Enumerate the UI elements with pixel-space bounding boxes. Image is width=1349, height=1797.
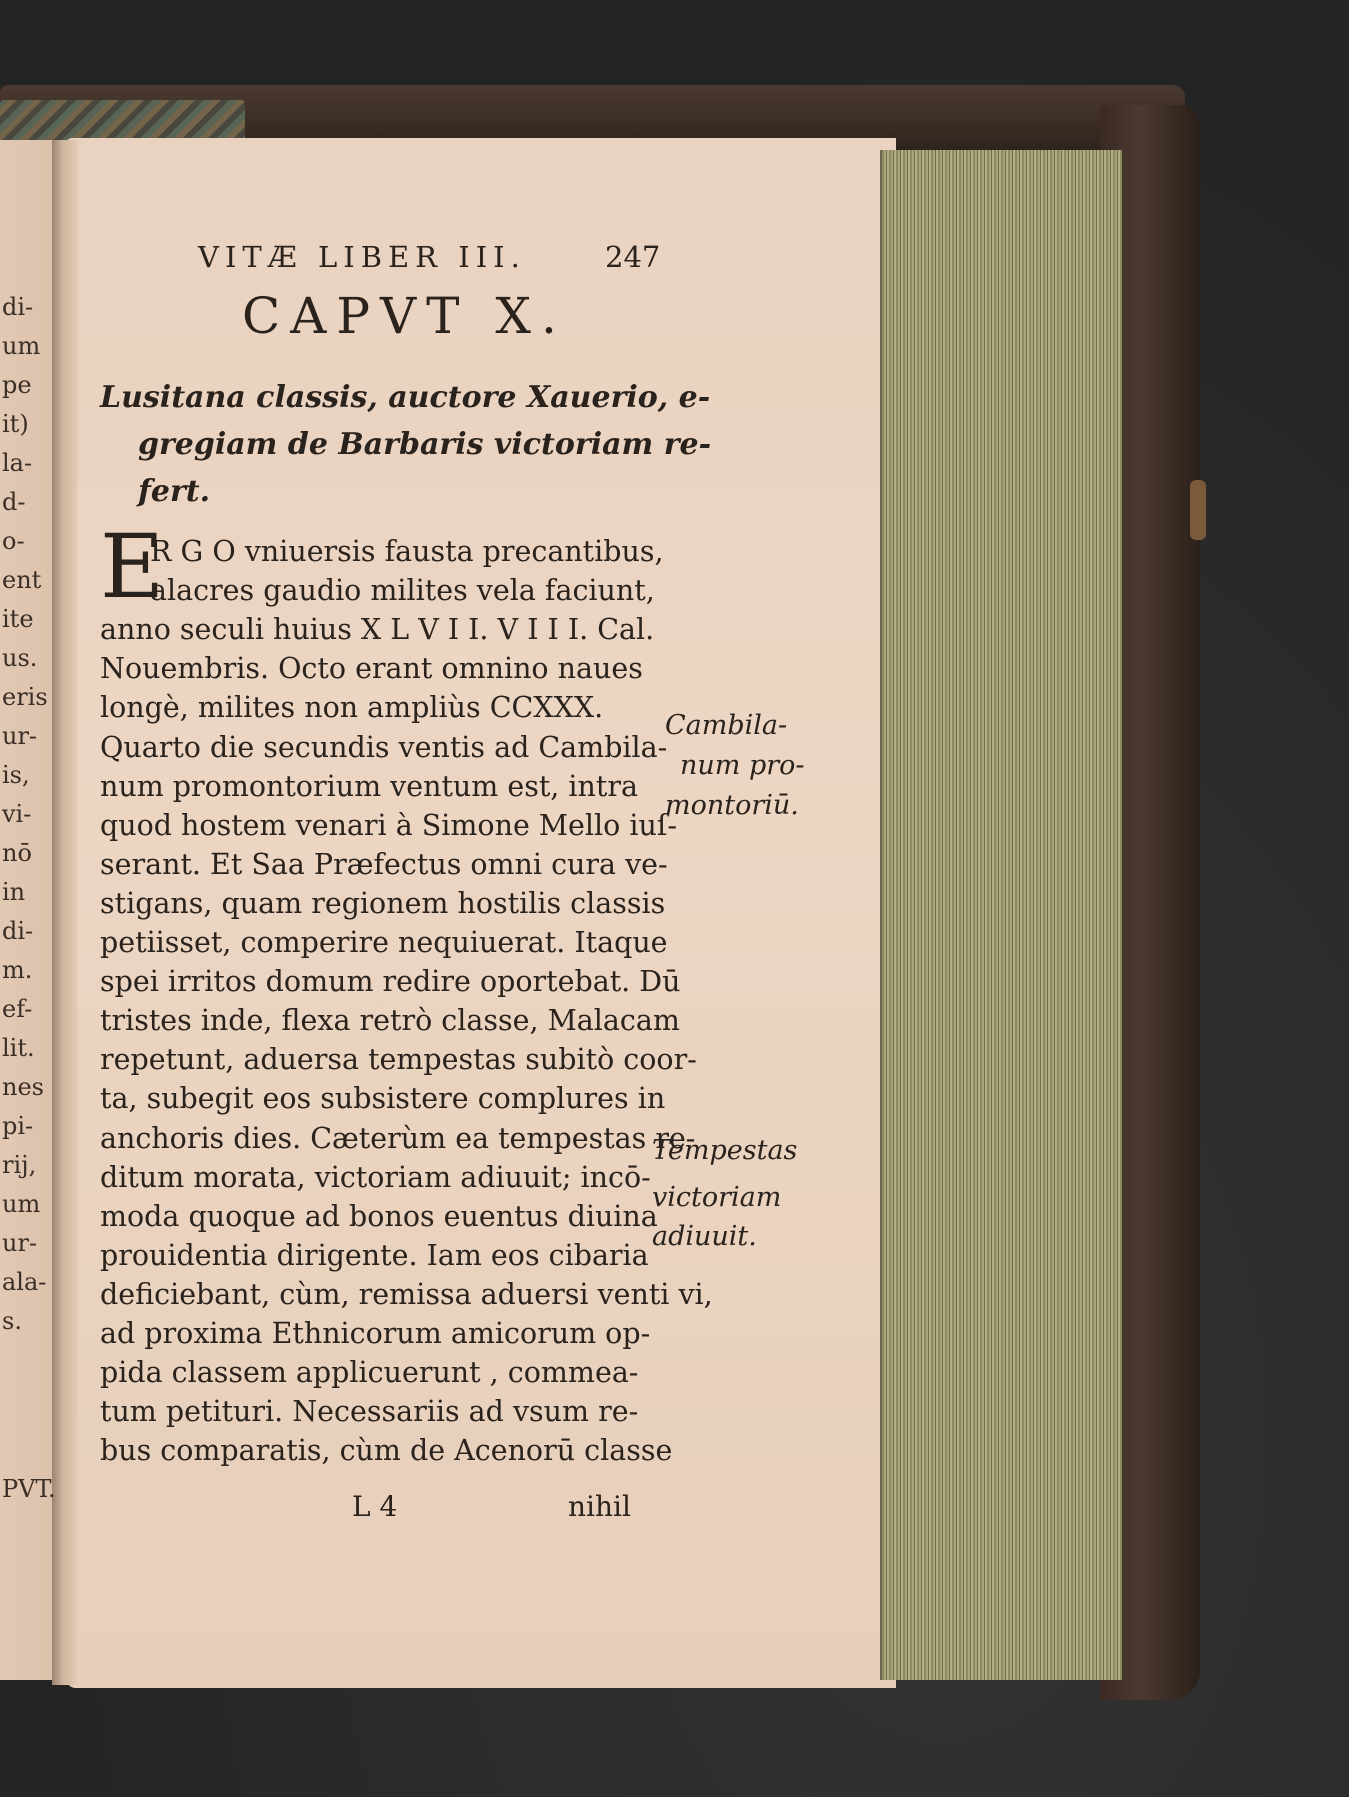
left-page-fragment: nes bbox=[2, 1073, 44, 1101]
chapter-summary-line: fert. bbox=[138, 474, 211, 509]
body-line: moda quoque ad bonos euentus diuina bbox=[100, 1199, 658, 1233]
left-page-fragment: um bbox=[2, 1190, 41, 1218]
left-page-fragment: d- bbox=[2, 488, 26, 516]
body-line: ta, subegit eos subsistere complures in bbox=[100, 1082, 666, 1116]
chapter-summary-line: gregiam de Barbaris victoriam re- bbox=[138, 427, 712, 462]
margin-note: num pro- bbox=[680, 750, 805, 781]
running-head: VITÆ LIBER III. bbox=[198, 240, 526, 274]
catchword: nihil bbox=[568, 1490, 631, 1523]
margin-note: montoriū. bbox=[665, 790, 799, 821]
body-line: num promontorium ventum est, intra bbox=[100, 769, 638, 803]
margin-note: victoriam bbox=[652, 1182, 782, 1213]
left-page-fragment: pi- bbox=[2, 1112, 34, 1140]
margin-note: adiuuit. bbox=[652, 1221, 757, 1252]
clasp-tab bbox=[1190, 480, 1206, 540]
left-page-fragment: ur- bbox=[2, 1229, 38, 1257]
body-line: Quarto die secundis ventis ad Cambila- bbox=[100, 730, 668, 764]
left-page-fragment: di- bbox=[2, 917, 34, 945]
left-page-fragment: ent bbox=[2, 566, 42, 594]
body-line: quod hostem venari à Simone Mello iuſ- bbox=[100, 808, 678, 842]
page-edges bbox=[880, 150, 1122, 1680]
left-page-fragment: eris bbox=[2, 683, 48, 711]
body-line: R G O vniuersis fausta precantibus, bbox=[150, 535, 664, 568]
body-line: alacres gaudio milites vela faciunt, bbox=[150, 574, 655, 608]
signature-mark: L 4 bbox=[352, 1490, 398, 1523]
body-line: Nouembris. Octo erant omnino naues bbox=[100, 652, 643, 686]
left-page-fragment: ite bbox=[2, 605, 34, 633]
body-line: deficiebant, cùm, remissa aduersi venti vi, bbox=[100, 1277, 713, 1311]
body-line: serant. Et Saa Præfectus omni cura ve- bbox=[100, 847, 668, 881]
left-page-fragment: um bbox=[2, 332, 41, 360]
body-line: longè, milites non ampliùs CCXXX. bbox=[100, 691, 604, 725]
body-line: stigans, quam regionem hostilis classis bbox=[100, 886, 666, 920]
body-line: tristes inde, flexa retrò classe, Malacam bbox=[100, 1004, 680, 1038]
left-page-fragment: s. bbox=[2, 1307, 22, 1335]
left-page-fragment: la- bbox=[2, 449, 33, 477]
body-line: anchoris dies. Cæterùm ea tempestas re- bbox=[100, 1121, 696, 1155]
left-page-fragment: di- bbox=[2, 293, 34, 321]
left-page-fragment: in bbox=[2, 878, 26, 906]
left-page-fragment: ala- bbox=[2, 1268, 47, 1296]
left-page-fragment: vi- bbox=[2, 800, 32, 828]
drop-cap: E bbox=[100, 515, 165, 618]
chapter-title: CAPVT X. bbox=[242, 287, 567, 345]
body-line: anno seculi huius X L V I I. V I I I. Cal. bbox=[100, 613, 655, 647]
left-page-fragment: lit. bbox=[2, 1034, 35, 1062]
body-line: repetunt, aduersa tempestas subitò coor- bbox=[100, 1043, 697, 1077]
book-gutter bbox=[52, 140, 78, 1685]
body-line: petiisset, comperire nequiuerat. Itaque bbox=[100, 926, 668, 959]
left-page-fragment: PVT. bbox=[2, 1475, 56, 1503]
left-page-fragment: it) bbox=[2, 410, 29, 438]
margin-note: Cambila- bbox=[665, 710, 788, 741]
left-page-fragment: m. bbox=[2, 956, 33, 984]
body-line: prouidentia dirigente. Iam eos cibaria bbox=[100, 1238, 649, 1272]
left-page-fragment: ef- bbox=[2, 995, 33, 1023]
left-page-fragment: nō bbox=[2, 839, 32, 867]
left-page-fragment: o- bbox=[2, 527, 25, 555]
left-page-fragment: rij, bbox=[2, 1151, 37, 1179]
left-page-fragment: is, bbox=[2, 761, 30, 789]
margin-note: Tempestas bbox=[652, 1135, 798, 1166]
body-line: bus comparatis, cùm de Acenorū classe bbox=[100, 1434, 673, 1468]
body-line: ad proxima Ethnicorum amicorum op- bbox=[100, 1317, 651, 1350]
chapter-summary-line: Lusitana classis, auctore Xauerio, e- bbox=[100, 380, 711, 415]
body-line: ditum morata, victoriam adiuuit; incō- bbox=[100, 1160, 651, 1194]
body-line: tum petituri. Necessariis ad vsum re- bbox=[100, 1395, 639, 1429]
left-page-fragment: us. bbox=[2, 644, 38, 672]
page-number: 247 bbox=[605, 240, 661, 274]
left-page-fragment: pe bbox=[2, 371, 32, 399]
body-line: pida classem applicuerunt , commea- bbox=[100, 1356, 639, 1390]
left-page-fragment: ur- bbox=[2, 722, 38, 750]
body-line: spei irritos domum redire oportebat. Dū bbox=[100, 965, 681, 999]
